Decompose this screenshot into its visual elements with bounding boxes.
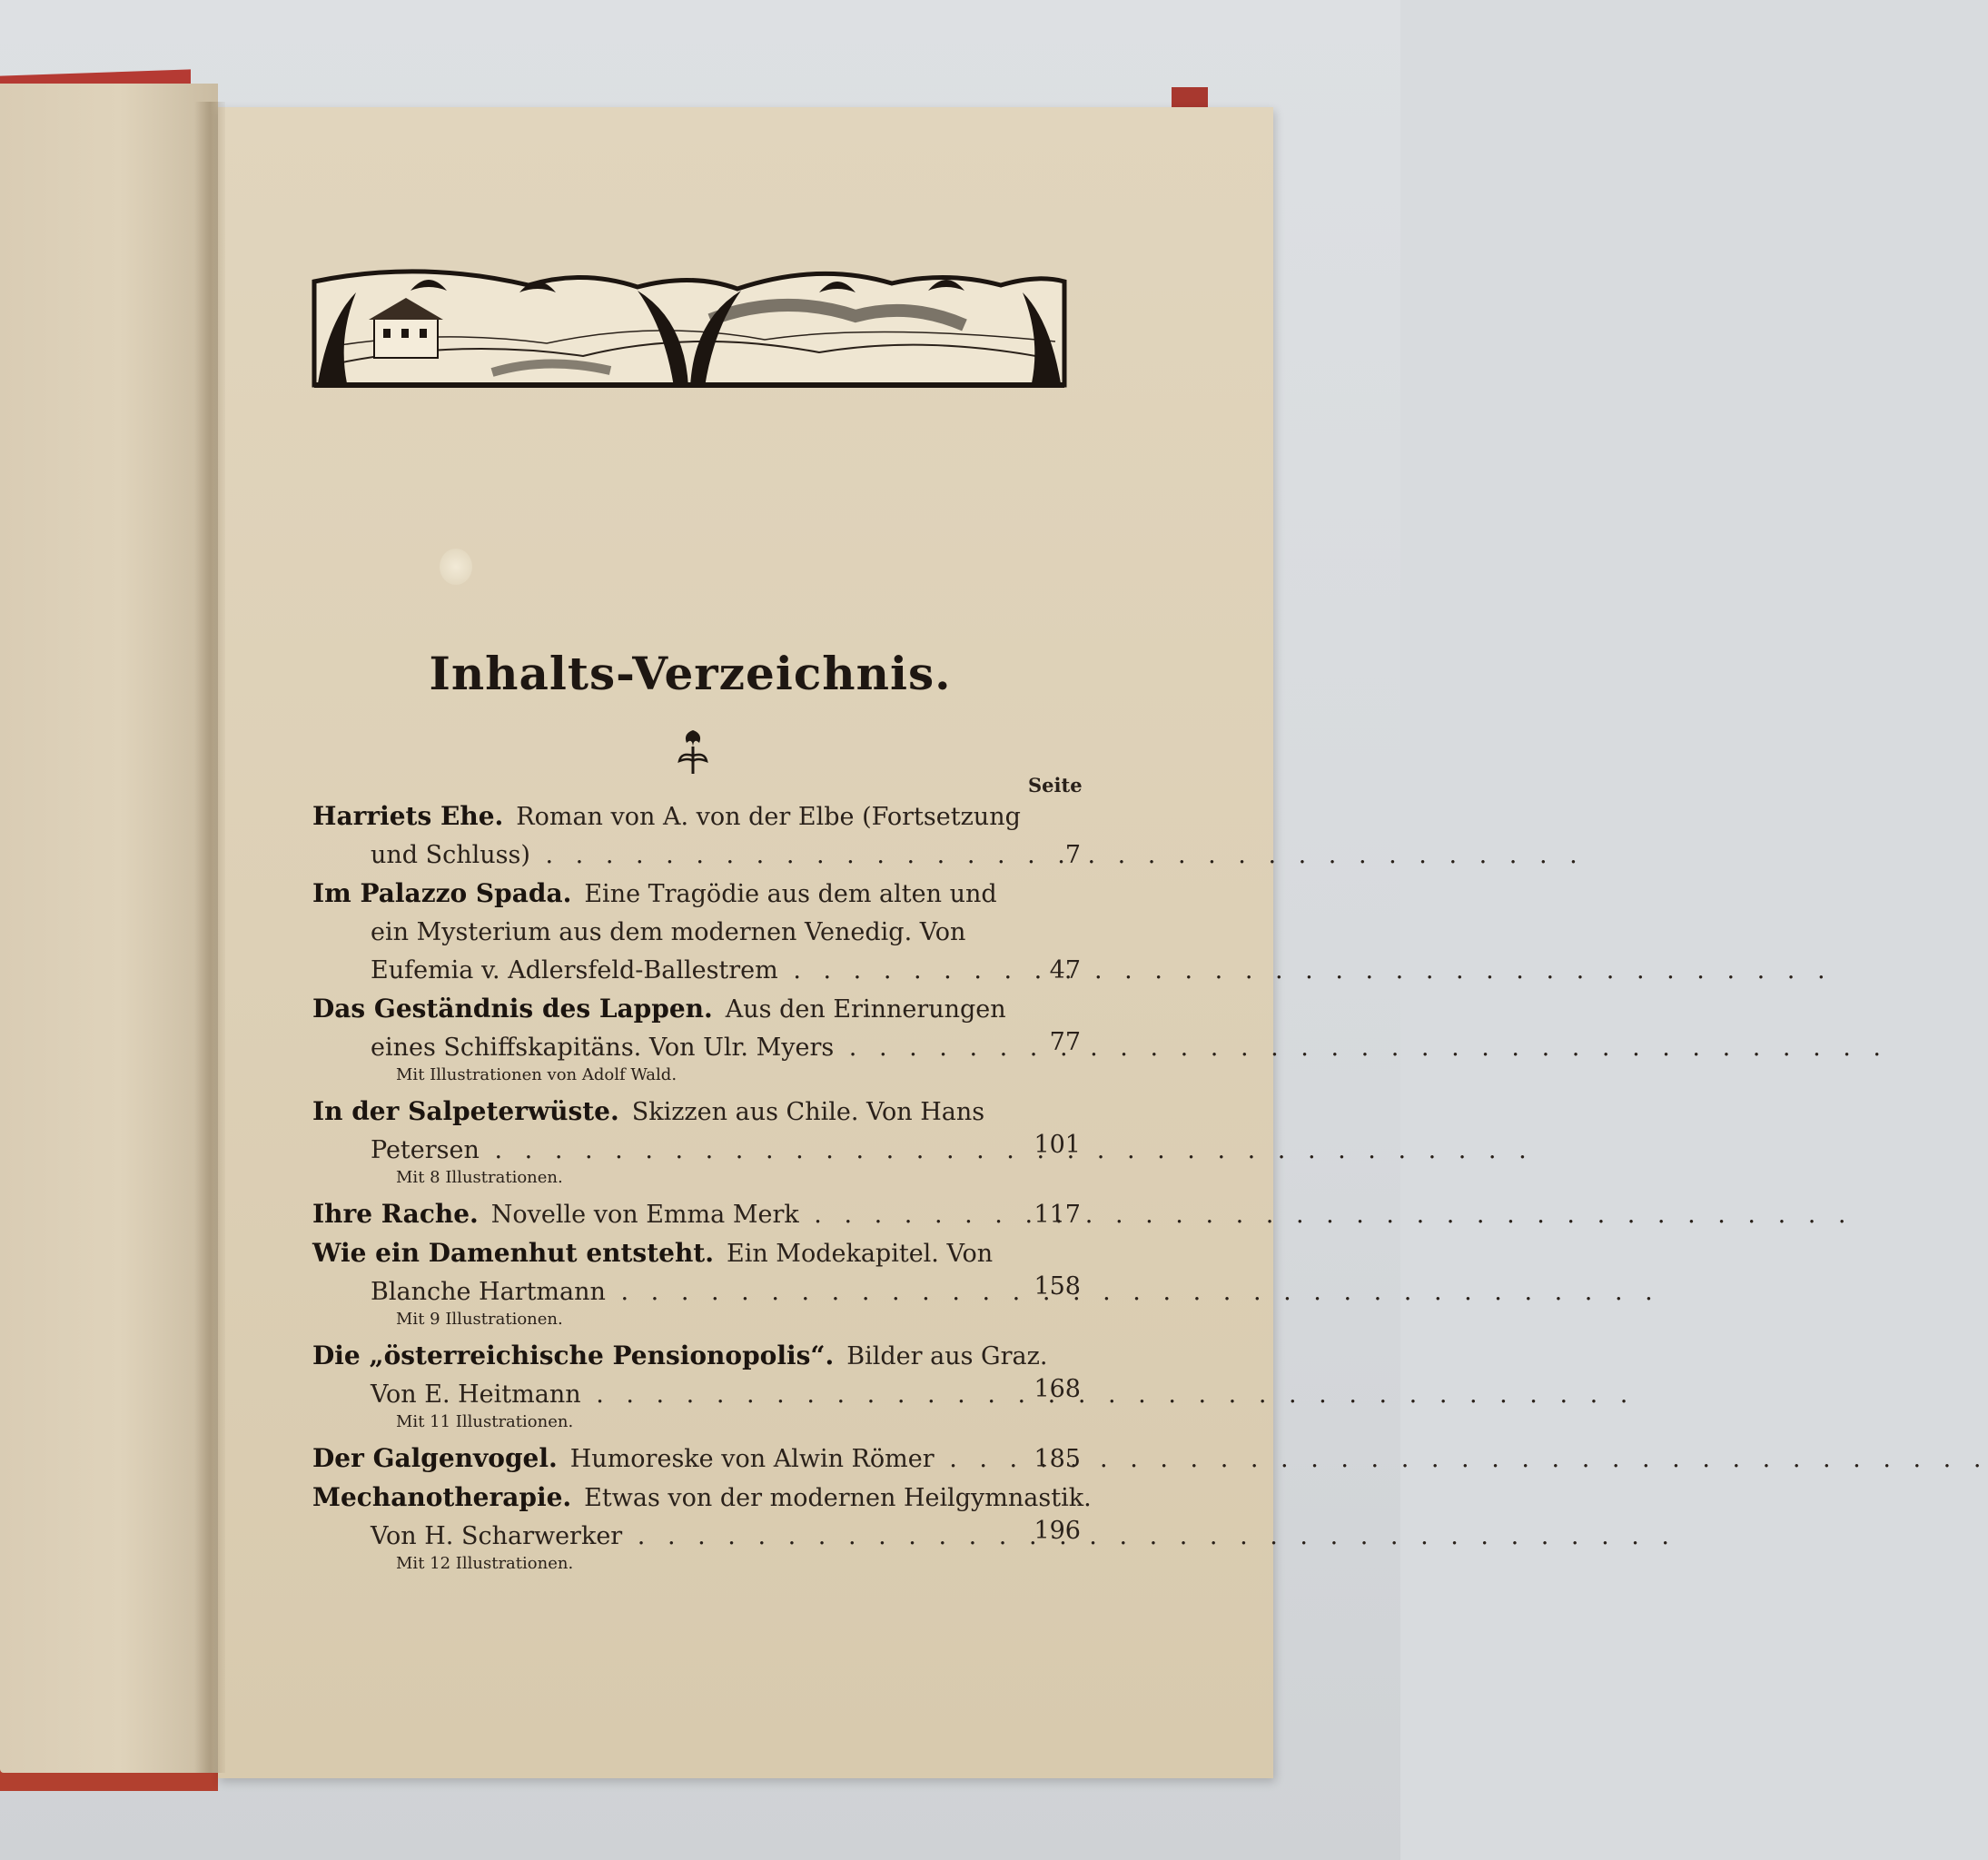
toc-entry [312,1195,1081,1234]
leader-dots [935,1445,1988,1473]
table-of-contents [312,797,1092,1581]
page-column-header: Seite [1028,774,1083,796]
page-title: Inhalts-Verzeichnis. [429,647,952,700]
inside-cover-page [0,84,218,1773]
toc-entry-first-line [312,1337,1048,1376]
toc-entry-page-number: 101 [1034,1131,1081,1159]
toc-entry-title: Die „österreichische Pensionopolis“. [312,1341,835,1370]
toc-entry-continuation [312,1029,1008,1067]
toc-entry-title: Ihre Rache. [312,1199,479,1229]
toc-entry-illustrations-note: Mit 9 Illustrationen. [396,1310,563,1329]
toc-entry [312,1479,1092,1576]
toc-entry-continuation-text: Petersen [371,1136,480,1164]
landscape-vignette-illustration [311,265,1068,391]
toc-entry [312,797,1081,875]
toc-entry-first-line [312,875,1008,914]
toc-entry-illustrations-note: Mit Illustrationen von Adolf Wald. [396,1065,678,1084]
toc-entry-description: Skizzen aus Chile. Von Hans [631,1098,985,1126]
toc-entry-continuation [312,1518,1008,1556]
toc-entry-page-number: 7 [1064,841,1081,869]
toc-entry [312,875,1081,990]
toc-entry-illustrations-note: Mit 8 Illustrationen. [396,1168,563,1187]
toc-entry-title: Harriets Ehe. [312,801,504,831]
toc-entry-first-line [312,1093,1008,1132]
toc-entry-continuation-text: Eufemia v. Adlersfeld-Ballestrem [371,956,778,984]
toc-entry-illustrations-note: Mit 12 Illustrationen. [396,1554,574,1573]
toc-entry-first-line [312,1479,1092,1518]
toc-entry [312,1234,1081,1331]
spine-shadow [194,102,225,1773]
paper-stain [440,549,472,585]
toc-entry-title: Das Geständnis des Lappen. [312,994,713,1024]
toc-entry-first-line [312,1195,1008,1234]
fleuron-ornament-icon [670,725,716,779]
toc-entry [312,1440,1081,1479]
toc-entry-page-number: 77 [1049,1028,1081,1056]
toc-entry-description: Aus den Erinnerungen [725,995,1006,1024]
toc-entry-page-number: 158 [1034,1272,1081,1301]
toc-entry-page-number: 168 [1034,1375,1081,1403]
leader-dots [778,956,1833,984]
toc-entry-first-line [312,990,1008,1029]
leader-dots [480,1136,1534,1164]
toc-entry-illustrations-note: Mit 11 Illustrationen. [396,1412,574,1431]
toc-entry-continuation-text: Blanche Hartmann [371,1278,606,1306]
toc-entry-continuation [312,914,1008,952]
toc-entry-title: Mechanotherapie. [312,1482,572,1512]
toc-entry-description: Roman von A. von der Elbe (Fortsetzung [516,803,1021,831]
toc-entry-first-line [312,1234,1008,1273]
toc-entry-continuation-text: Von H. Scharwerker [371,1522,623,1550]
toc-entry-description: Etwas von der modernen Heilgymnastik. [584,1484,1092,1512]
toc-entry [312,1093,1081,1190]
toc-entry-continuation [312,1132,1008,1170]
toc-entry-title: In der Salpeterwüste. [312,1096,619,1126]
toc-entry-first-line [312,1440,1008,1479]
toc-entry-continuation [312,836,1008,875]
toc-entry-page-number: 196 [1034,1517,1081,1545]
toc-entry-continuation [312,952,1008,990]
toc-entry-continuation-text: eines Schiffskapitäns. Von Ulr. Myers [371,1034,835,1062]
book-cover-edge-top-right [1172,87,1208,109]
leader-dots [606,1278,1660,1306]
toc-entry-first-line [312,797,1021,836]
leader-dots [799,1201,1854,1229]
toc-entry-page-number: 185 [1034,1445,1081,1473]
leader-dots [834,1034,1888,1062]
toc-entry-description: Novelle von Emma Merk [490,1201,799,1229]
toc-entry [312,990,1081,1087]
toc-entry-description: Eine Tragödie aus dem alten und [584,880,997,908]
toc-entry-page-number: 117 [1034,1201,1081,1229]
toc-entry-title: Der Galgenvogel. [312,1443,558,1473]
toc-entry [312,1337,1081,1434]
leader-dots [581,1380,1636,1409]
toc-entry-description: Ein Modekapitel. Von [726,1240,994,1268]
toc-entry-continuation-text: Von E. Heitmann [371,1380,581,1409]
toc-entry-description: Bilder aus Graz. [846,1342,1048,1370]
toc-entry-continuation [312,1273,1008,1311]
toc-entry-title: Wie ein Damenhut entsteht. [312,1238,714,1268]
toc-entry-continuation-text: ein Mysterium aus dem modernen Venedig. Von [371,918,966,946]
toc-entry-description: Humoreske von Alwin Römer [569,1445,935,1473]
toc-entry-page-number: 47 [1049,956,1081,984]
toc-entry-continuation [312,1376,1008,1414]
leader-dots [622,1522,1676,1550]
toc-entry-continuation-text: und Schluss) [371,841,530,869]
toc-entry-title: Im Palazzo Spada. [312,878,572,908]
